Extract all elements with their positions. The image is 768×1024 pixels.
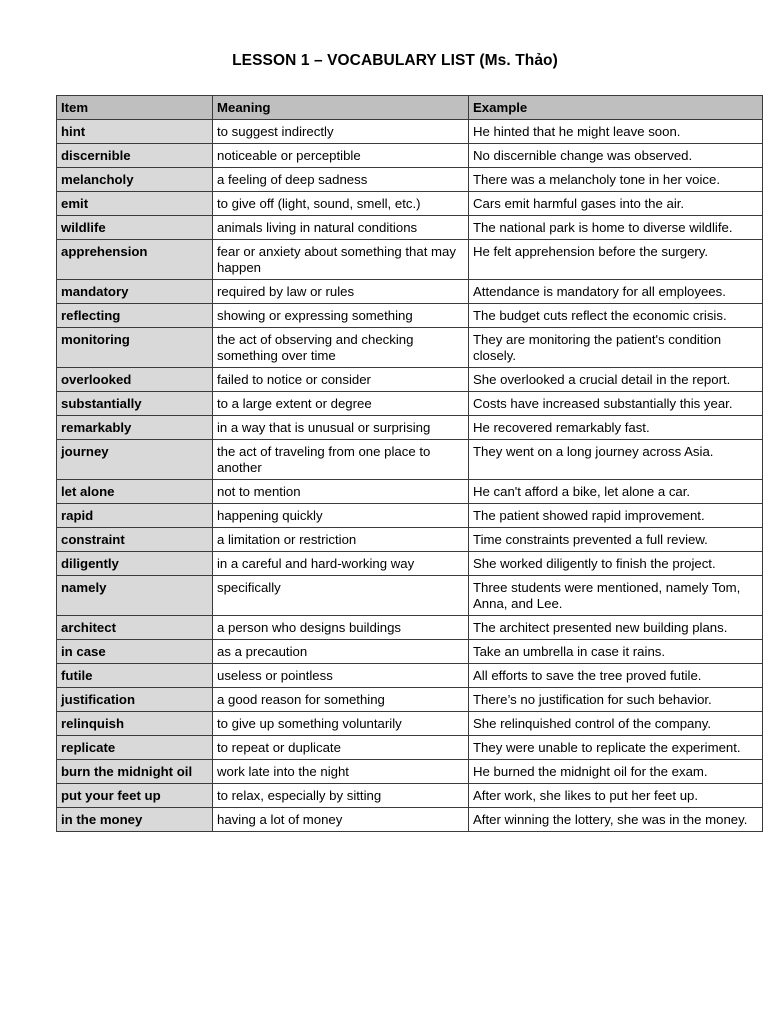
example-cell: He can't afford a bike, let alone a car. [469, 480, 763, 504]
example-cell: There’s no justification for such behavior. [469, 688, 763, 712]
example-cell: The national park is home to diverse wildlife. [469, 216, 763, 240]
meaning-cell: to give off (light, sound, smell, etc.) [213, 192, 469, 216]
item-cell: relinquish [57, 712, 213, 736]
table-row [57, 440, 763, 480]
example-cell: He felt apprehension before the surgery. [469, 240, 763, 280]
item-cell: in case [57, 640, 213, 664]
table-row [57, 144, 763, 168]
example-cell: The budget cuts reflect the economic crisis. [469, 304, 763, 328]
table-row [57, 784, 763, 808]
example-cell: No discernible change was observed. [469, 144, 763, 168]
table-row [57, 240, 763, 280]
meaning-cell: to a large extent or degree [213, 392, 469, 416]
column-header-meaning: Meaning [213, 96, 469, 120]
table-row [57, 664, 763, 688]
table-row [57, 368, 763, 392]
example-cell: Take an umbrella in case it rains. [469, 640, 763, 664]
item-cell: let alone [57, 480, 213, 504]
table-row [57, 712, 763, 736]
item-cell: reflecting [57, 304, 213, 328]
example-cell: The architect presented new building plans. [469, 616, 763, 640]
table-row [57, 576, 763, 616]
column-header-example: Example [469, 96, 763, 120]
meaning-cell: specifically [213, 576, 469, 616]
table-row [57, 328, 763, 368]
meaning-cell: not to mention [213, 480, 469, 504]
example-cell: Costs have increased substantially this year. [469, 392, 763, 416]
item-cell: diligently [57, 552, 213, 576]
example-cell: He hinted that he might leave soon. [469, 120, 763, 144]
example-cell: Three students were mentioned, namely Tom, Anna, and Lee. [469, 576, 763, 616]
meaning-cell: showing or expressing something [213, 304, 469, 328]
meaning-cell: in a careful and hard-working way [213, 552, 469, 576]
item-cell: mandatory [57, 280, 213, 304]
item-cell: put your feet up [57, 784, 213, 808]
table-row [57, 216, 763, 240]
example-cell: There was a melancholy tone in her voice. [469, 168, 763, 192]
item-cell: wildlife [57, 216, 213, 240]
table-row [57, 280, 763, 304]
example-cell: After winning the lottery, she was in the money. [469, 808, 763, 832]
table-row [57, 688, 763, 712]
example-cell: He recovered remarkably fast. [469, 416, 763, 440]
table-header-row [57, 96, 763, 120]
table-row [57, 120, 763, 144]
table-row [57, 616, 763, 640]
example-cell: All efforts to save the tree proved futile. [469, 664, 763, 688]
meaning-cell: noticeable or perceptible [213, 144, 469, 168]
meaning-cell: animals living in natural conditions [213, 216, 469, 240]
column-header-item: Item [57, 96, 213, 120]
meaning-cell: to relax, especially by sitting [213, 784, 469, 808]
example-cell: Cars emit harmful gases into the air. [469, 192, 763, 216]
example-cell: Time constraints prevented a full review. [469, 528, 763, 552]
meaning-cell: to give up something voluntarily [213, 712, 469, 736]
example-cell: They went on a long journey across Asia. [469, 440, 763, 480]
example-cell: She worked diligently to finish the project. [469, 552, 763, 576]
item-cell: discernible [57, 144, 213, 168]
meaning-cell: happening quickly [213, 504, 469, 528]
table-row [57, 504, 763, 528]
item-cell: substantially [57, 392, 213, 416]
table-row [57, 736, 763, 760]
example-cell: They were unable to replicate the experiment. [469, 736, 763, 760]
meaning-cell: to suggest indirectly [213, 120, 469, 144]
table-row [57, 640, 763, 664]
meaning-cell: a limitation or restriction [213, 528, 469, 552]
item-cell: monitoring [57, 328, 213, 368]
example-cell: The patient showed rapid improvement. [469, 504, 763, 528]
meaning-cell: the act of observing and checking something over time [213, 328, 469, 368]
table-body [57, 120, 763, 832]
table-row [57, 168, 763, 192]
example-cell: She relinquished control of the company. [469, 712, 763, 736]
meaning-cell: in a way that is unusual or surprising [213, 416, 469, 440]
meaning-cell: useless or pointless [213, 664, 469, 688]
item-cell: constraint [57, 528, 213, 552]
item-cell: emit [57, 192, 213, 216]
meaning-cell: having a lot of money [213, 808, 469, 832]
item-cell: futile [57, 664, 213, 688]
table-row [57, 392, 763, 416]
item-cell: rapid [57, 504, 213, 528]
item-cell: namely [57, 576, 213, 616]
table-row [57, 304, 763, 328]
item-cell: journey [57, 440, 213, 480]
example-cell: He burned the midnight oil for the exam. [469, 760, 763, 784]
example-cell: She overlooked a crucial detail in the report. [469, 368, 763, 392]
meaning-cell: a feeling of deep sadness [213, 168, 469, 192]
table-row [57, 480, 763, 504]
table-row [57, 808, 763, 832]
table-row [57, 760, 763, 784]
table-row [57, 416, 763, 440]
meaning-cell: as a precaution [213, 640, 469, 664]
meaning-cell: failed to notice or consider [213, 368, 469, 392]
item-cell: apprehension [57, 240, 213, 280]
vocabulary-table [56, 95, 763, 832]
table-row [57, 552, 763, 576]
meaning-cell: to repeat or duplicate [213, 736, 469, 760]
item-cell: burn the midnight oil [57, 760, 213, 784]
item-cell: justification [57, 688, 213, 712]
item-cell: in the money [57, 808, 213, 832]
example-cell: Attendance is mandatory for all employees. [469, 280, 763, 304]
meaning-cell: required by law or rules [213, 280, 469, 304]
meaning-cell: a person who designs buildings [213, 616, 469, 640]
item-cell: overlooked [57, 368, 213, 392]
meaning-cell: a good reason for something [213, 688, 469, 712]
table-row [57, 192, 763, 216]
item-cell: replicate [57, 736, 213, 760]
item-cell: remarkably [57, 416, 213, 440]
meaning-cell: work late into the night [213, 760, 469, 784]
item-cell: architect [57, 616, 213, 640]
table-row [57, 528, 763, 552]
item-cell: melancholy [57, 168, 213, 192]
example-cell: They are monitoring the patient's condition closely. [469, 328, 763, 368]
item-cell: hint [57, 120, 213, 144]
page-title: LESSON 1 – VOCABULARY LIST (Ms. Thảo) [232, 52, 558, 69]
meaning-cell: fear or anxiety about something that may happen [213, 240, 469, 280]
meaning-cell: the act of traveling from one place to another [213, 440, 469, 480]
example-cell: After work, she likes to put her feet up. [469, 784, 763, 808]
